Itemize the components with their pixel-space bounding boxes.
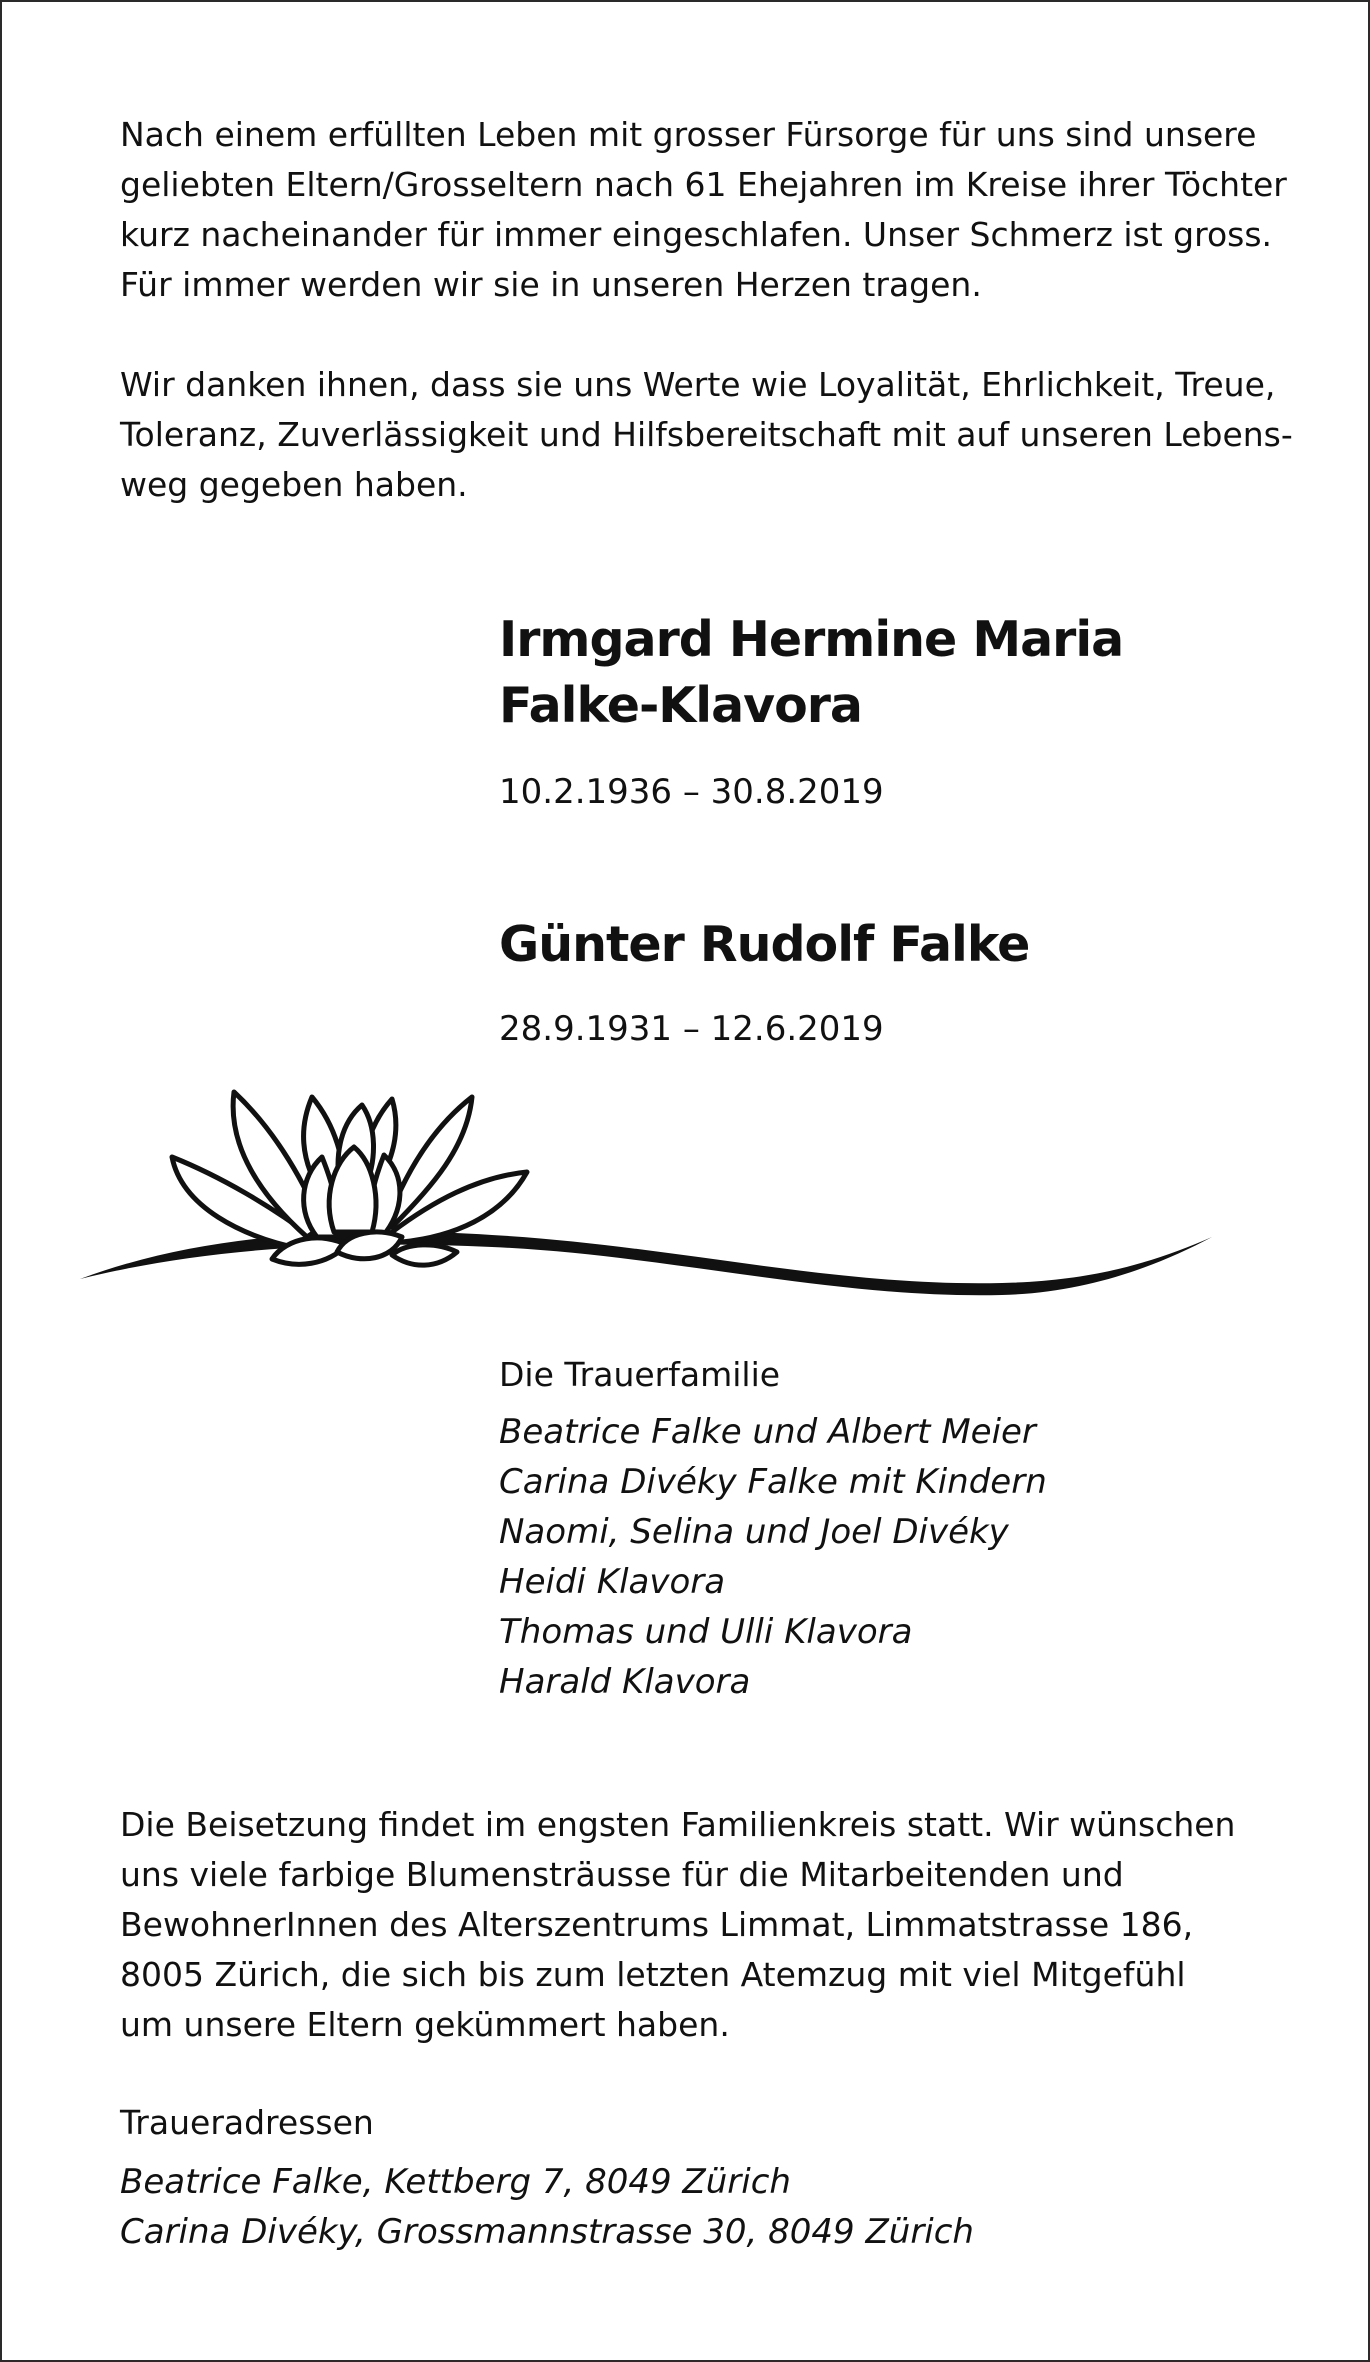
intro-line: Toleranz, Zuverlässigkeit und Hilfsbereitschaft mit auf unseren Lebens- — [120, 415, 1293, 454]
wave-line — [80, 1232, 1212, 1296]
intro-line: Für immer werden wir sie in unseren Herzen tragen. — [120, 265, 982, 304]
deceased-name-line: Günter Rudolf Falke — [499, 916, 1030, 973]
closing-line: BewohnerInnen des Alterszentrums Limmat, Limmatstrasse 186, — [120, 1905, 1194, 1944]
deceased-name-line: Falke-Klavora — [499, 677, 862, 734]
address-item: Beatrice Falke, Kettberg 7, 8049 Zürich — [120, 2162, 791, 2202]
intro-paragraph-2 — [120, 360, 1293, 510]
intro-line: geliebten Eltern/Grosseltern nach 61 Ehejahren im Kreise ihrer Töchter — [120, 165, 1287, 204]
addresses-list — [120, 2157, 974, 2257]
family-member: Heidi Klavora — [499, 1562, 726, 1602]
family-heading: Die Trauerfamilie — [499, 1355, 781, 1394]
deceased-dates-irmgard: 10.2.1936 – 30.8.2019 — [499, 772, 884, 812]
intro-line: kurz nacheinander für immer eingeschlafen. Unser Schmerz ist gross. — [120, 215, 1273, 254]
deceased-dates-guenter: 28.9.1931 – 12.6.2019 — [499, 1009, 884, 1049]
family-member: Carina Divéky Falke mit Kindern — [499, 1462, 1047, 1502]
closing-line: uns viele farbige Blumensträusse für die Mitarbeitenden und — [120, 1855, 1124, 1894]
family-member: Beatrice Falke und Albert Meier — [499, 1412, 1036, 1452]
intro-paragraph-1 — [120, 110, 1287, 310]
intro-line: weg gegeben haben. — [120, 465, 468, 504]
family-member: Naomi, Selina und Joel Divéky — [499, 1512, 1009, 1552]
closing-line: Die Beisetzung findet im engsten Familienkreis statt. Wir wünschen — [120, 1805, 1236, 1844]
addresses-heading: Traueradressen — [120, 2103, 374, 2142]
deceased-name-irmgard — [499, 607, 1123, 739]
closing-line: um unsere Eltern gekümmert haben. — [120, 2005, 730, 2044]
family-member: Thomas und Ulli Klavora — [499, 1612, 913, 1652]
lotus-flower-icon — [72, 1037, 1222, 1297]
intro-line: Wir danken ihnen, dass sie uns Werte wie Loyalität, Ehrlichkeit, Treue, — [120, 365, 1276, 404]
deceased-name-guenter — [499, 912, 1029, 978]
address-item: Carina Divéky, Grossmannstrasse 30, 8049 Zürich — [120, 2212, 974, 2252]
intro-line: Nach einem erfüllten Leben mit grosser Fürsorge für uns sind unsere — [120, 115, 1257, 154]
family-members-list — [499, 1407, 1047, 1707]
deceased-name-line: Irmgard Hermine Maria — [499, 611, 1124, 668]
family-member: Harald Klavora — [499, 1662, 751, 1702]
closing-line: 8005 Zürich, die sich bis zum letzten Atemzug mit viel Mitgefühl — [120, 1955, 1186, 1994]
closing-paragraph — [120, 1800, 1260, 2050]
